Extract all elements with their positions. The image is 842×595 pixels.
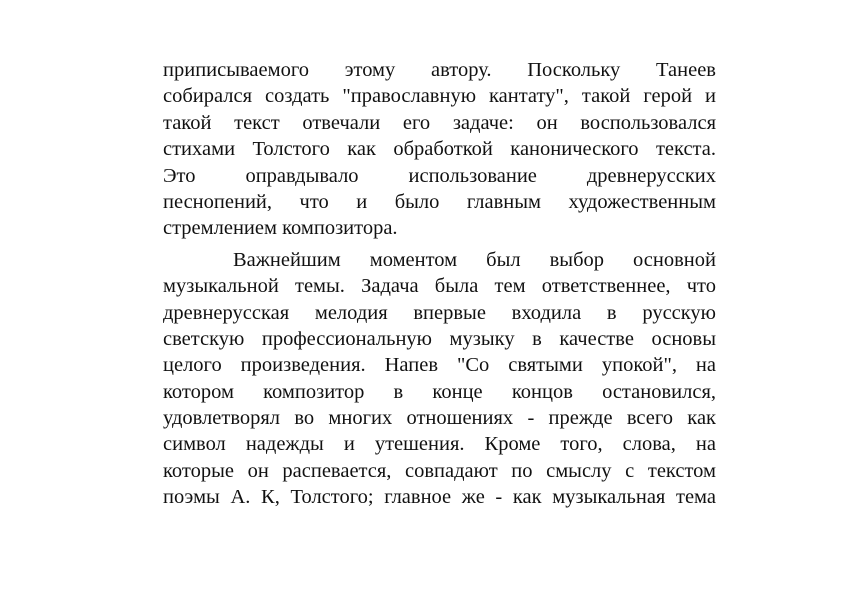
text-line: удовлетворял во многих отношениях - прежде всего как	[163, 407, 716, 430]
text-line: символ надежды и утешения. Кроме того, слова, на	[163, 433, 716, 456]
text-line: которые он распевается, совпадают по смыслу с текстом	[163, 459, 716, 482]
text-line: древнерусская мелодия впервые входила в русскую	[163, 301, 716, 324]
text-line: целого произведения. Напев "Со святыми упокой", на	[163, 354, 716, 377]
text-line: песнопений, что и было главным художественным	[163, 190, 716, 213]
text-line: приписываемого этому автору. Поскольку Танеев	[163, 59, 716, 81]
text-line: стихами Толстого как обработкой канонического текста.	[163, 138, 716, 161]
text-line: такой текст отвечали его задаче: он воспользовался	[163, 111, 716, 134]
text-line: поэмы А. К, Толстого; главное же - как музыкальная тема	[163, 486, 716, 509]
body-text	[163, 57, 716, 511]
text-line: стремлением композитора.	[163, 217, 398, 240]
text-line: музыкальной темы. Задача была тем ответственнее, что	[163, 275, 716, 298]
text-line: Это оправдывало использование древнерусских	[163, 164, 716, 187]
text-line: котором композитор в конце концов остановился,	[163, 380, 716, 403]
paragraph-1	[163, 57, 716, 242]
text-line: светскую профессиональную музыку в качестве основы	[163, 327, 716, 350]
paragraph-2	[163, 247, 716, 511]
text-line: собирался создать "православную кантату", такой герой и	[163, 85, 716, 108]
text-line: Важнейшим моментом был выбор основной	[233, 248, 716, 271]
